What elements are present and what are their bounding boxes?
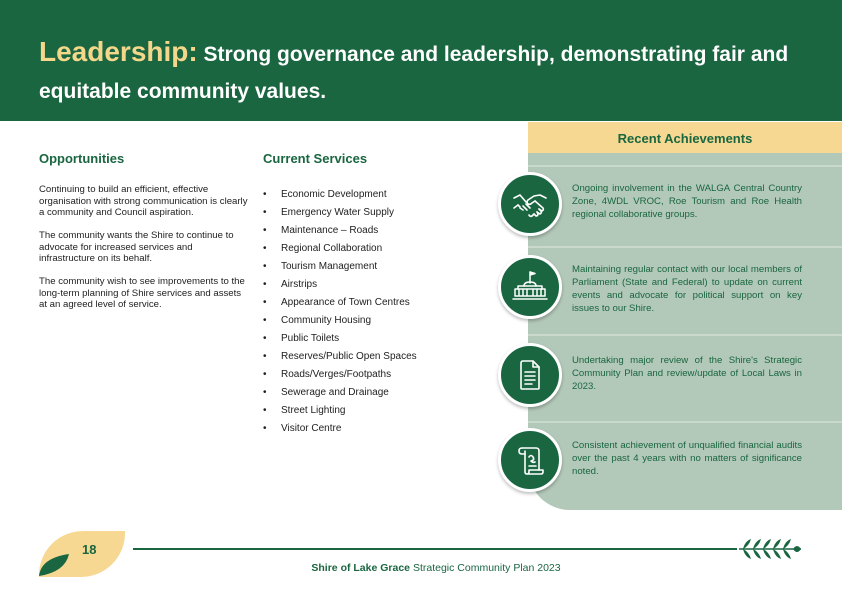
handshake-icon	[512, 186, 548, 222]
service-item: • Airstrips	[263, 276, 417, 294]
document-icon	[512, 357, 548, 393]
panel-stripe	[528, 246, 842, 248]
wheat-icon	[737, 537, 803, 561]
achievement-item	[0, 343, 842, 407]
achievement-icon-badge	[498, 255, 562, 319]
service-item: • Emergency Water Supply	[263, 204, 417, 222]
achievement-text: Undertaking major review of the Shire's Strategic Community Plan and review/update of Local Laws in 2023.	[572, 355, 802, 392]
parliament-icon	[512, 269, 548, 305]
page-title	[39, 33, 819, 110]
service-item: • Appearance of Town Centres	[263, 294, 417, 312]
service-item: • Maintenance – Roads	[263, 222, 417, 240]
title-text: Strong governance and leadership, demonstrating fair and equitable community values.	[39, 43, 789, 103]
achievement-icon-badge	[498, 343, 562, 407]
service-item: • Economic Development	[263, 186, 417, 204]
achievements-heading: Recent Achievements	[617, 131, 753, 146]
achievement-text: Ongoing involvement in the WALGA Central Country Zone, 4WDL VROC, Roe Tourism and Roe Health regional collaborative groups.	[572, 183, 802, 220]
achievement-item	[0, 255, 842, 319]
service-item: • Roads/Verges/Footpaths	[263, 366, 417, 384]
page-number: 18	[82, 542, 97, 557]
opportunities-heading: Opportunities	[39, 151, 125, 166]
opportunity-paragraph: Continuing to build an efficient, effective organisation with strong communication is clearly a community and Council aspiration.	[39, 184, 248, 218]
service-item: • Regional Collaboration	[263, 240, 417, 258]
footer-org: Shire of Lake Grace	[311, 562, 411, 574]
panel-stripe	[528, 421, 842, 423]
panel-stripe	[528, 334, 842, 336]
achievement-item	[0, 428, 842, 492]
achievement-icon-badge	[498, 172, 562, 236]
service-item: • Reserves/Public Open Spaces	[263, 348, 417, 366]
achievement-text: Maintaining regular contact with our local members of Parliament (State and Federal) to update on current events and advocate for political support on key issues to our Shire.	[572, 264, 802, 314]
footer-caption	[0, 562, 842, 574]
opportunity-paragraph: The community wish to see improvements to the long-term planning of Shire services and assets at an agreed level of service.	[39, 276, 245, 310]
achievement-text: Consistent achievement of unqualified financial audits over the past 4 years with no matters of significance noted.	[572, 440, 802, 477]
service-item: • Visitor Centre	[263, 420, 417, 438]
audit-scroll-icon	[512, 442, 548, 478]
service-item: • Public Toilets	[263, 330, 417, 348]
achievement-icon-badge	[498, 428, 562, 492]
service-item: • Street Lighting	[263, 402, 417, 420]
services-heading: Current Services	[263, 151, 368, 166]
page-header	[0, 0, 842, 121]
service-item: • Sewerage and Drainage	[263, 384, 417, 402]
panel-stripe	[528, 165, 842, 167]
achievement-item	[0, 172, 842, 236]
title-accent: Leadership:	[39, 36, 198, 67]
service-item: • Community Housing	[263, 312, 417, 330]
opportunity-paragraph: The community wants the Shire to continue to advocate for increased services and infrastructure on its behalf.	[39, 230, 234, 264]
service-item: • Tourism Management	[263, 258, 417, 276]
footer-divider	[133, 548, 737, 550]
footer-doc: Strategic Community Plan 2023	[412, 562, 561, 574]
